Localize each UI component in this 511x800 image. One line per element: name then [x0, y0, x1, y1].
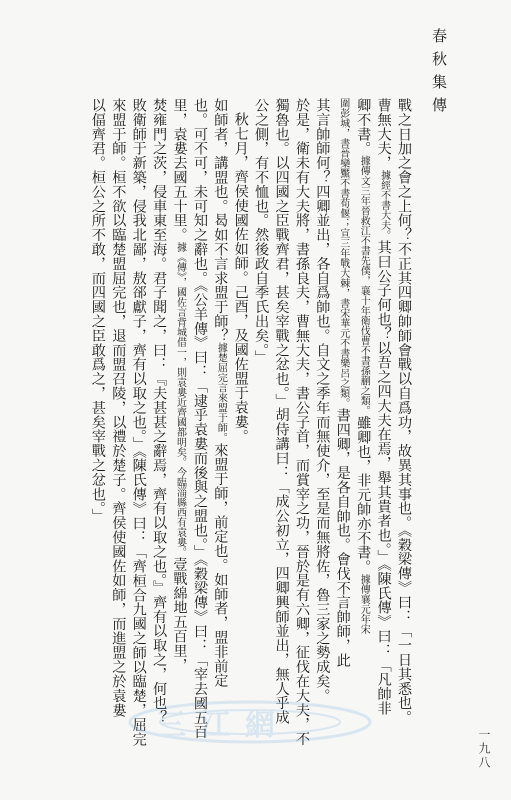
text-column: 獨魯也。以四國之臣戰齊君，甚矣宰戰之忿也。」胡侍講曰：「成公初立，四卿興師並出，無人乎成 [273, 98, 290, 725]
annotation-note: 據傳襄元年宋 [358, 574, 370, 635]
text-column: 來盟于師。桓不欲以臨楚盟屈完也，退而盟召陵，以禮於楚子。齊侯使國佐如師，而進盟之於袁婁 [110, 98, 127, 718]
text-column: 戰之日加之會之上何？不正其四卿帥師會戰以自爲功，故異其事也。《穀梁傳》曰：「一日其悉也。 [396, 98, 412, 725]
page-number: 一九八 [477, 728, 491, 770]
text-column: 敗衛師于新築，侵我北鄙，敖郤獻子，齊有以取之也。」《陳氏傳》曰：「齊桓合九國之師以臨楚，屈完 [130, 98, 147, 747]
text-column: 於是，衛未有大夫將，書孫良夫，曹無大夫，書公子首，而賞宰之功，晉於是有六卿，征伐在大夫，不 [293, 98, 310, 746]
running-header: 春秋集傳 [430, 28, 448, 120]
watermark-text: 三 江 網 [156, 708, 277, 743]
annotation-note: 據傳文三年晉救江不書先僕，襄十年衛伐曹不書孫蒯之類。 [358, 155, 370, 416]
annotation-note: 據經不書大夫。 [378, 170, 390, 240]
text-column: 也。可不可，未可知之辭也。《公羊傳》曰：「逮乎袁婁而後與之盟也。」《穀梁傳》曰：「宰去國五百 [191, 98, 208, 740]
text-column: 公之側，有不恤也。然後政自季氏出矣。」 [253, 98, 270, 365]
text-column: 其言帥師何？四卿並出，各自爲帥也。自文之季年而無使介，至是而無將佐，魯三家之勢成矣。 [314, 98, 331, 703]
text-column: 卿不書。據傳文三年晉救江不書先僕，襄十年衛伐曹不書孫蒯之類。雖卿也，非元帥亦不書。據傳襄元年宋 [355, 98, 372, 635]
text-column: 圍彭城，書晉欒黶不書荀偃；宣三年戰大棘，書宋華元不書樂呂之類。書四卿，是各自帥也。會伐不言帥師，此 [334, 98, 351, 668]
annotation-note: 圍彭城，書晉欒黶不書荀偃；宣三年戰大棘，書宋華元不書樂呂之類。 [337, 98, 349, 408]
text-column: 焚雍門之茨，侵車東至海。君子聞之，曰：『夫甚甚之辭焉，齊有以取之也。』齊有以取之，何也？ [151, 98, 168, 725]
annotation-note: 據《傳》，國佐言背城借一，則袁婁近齊國都明矣。今臨淄縣西有袁婁。 [174, 242, 186, 557]
text-column: 里，袁婁去國五十里。據《傳》，國佐言背城借一，則袁婁近齊國都明矣。今臨淄縣西有袁婁。壹戰綿地五百里， [171, 98, 188, 673]
vertical-text-body [34, 98, 414, 750]
text-column-entry: 秋七月，齊侯使國佐如師。己酉，及國佐盟于袁婁。 [232, 112, 249, 444]
annotation-note: 據楚屈完言來盟于師。 [215, 342, 227, 443]
text-column: 如師者，講盟也。曷如不言求盟于師？據楚屈完言來盟于師。來盟于師，前定也。如師者，盟非前定 [212, 98, 229, 688]
text-column: 曹無大夫，據經不書大夫。其曰公子何也？以吾之四大夫在焉，舉其貴者也。」《陳氏傳》曰：「凡帥非 [375, 98, 392, 716]
text-column: 以偪齊君。桓公之所不敢，而四國之臣敢爲之，甚矣宰戰之忿也。」 [89, 98, 106, 523]
